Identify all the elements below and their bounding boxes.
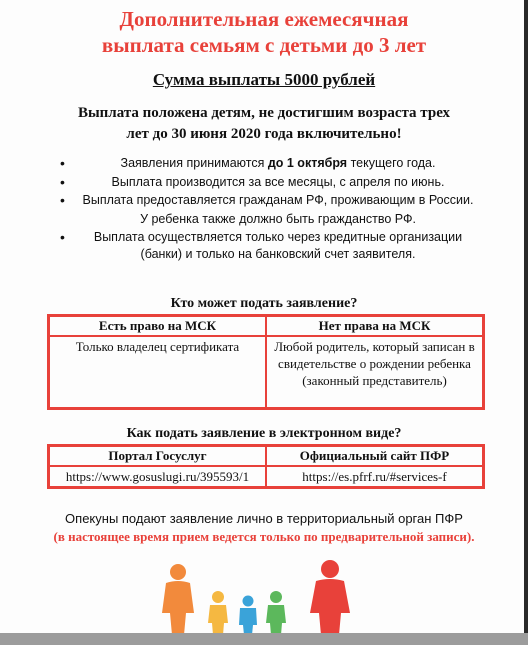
payment-amount-heading: Сумма выплаты 5000 рублей	[152, 70, 376, 89]
child-figure-3	[266, 591, 286, 635]
condition-deadline: • Заявления принимаются до 1 октября текущего года.	[60, 155, 480, 172]
who-section-title: Кто может подать заявление?	[170, 296, 358, 311]
appointment-note: (в настоящее время прием ведется только по предварительной записи).	[53, 529, 475, 544]
how-col1-header: Портал Госуслуг	[49, 446, 267, 467]
condition-child-citizenship: У ребенка также должно быть гражданство РФ.	[140, 211, 416, 226]
page-border-right	[524, 0, 528, 645]
parent-left-figure	[162, 564, 194, 635]
condition-citizenship: • Выплата предоставляется гражданам РФ, проживающим в России.	[60, 192, 480, 209]
condition-bank: • Выплата осуществляется только через кредитные организации (банки) и только на банковский счет заявителя.	[60, 229, 480, 262]
page-border-bottom	[0, 633, 528, 645]
gosuslugi-link[interactable]: https://www.gosuslugi.ru/395593/1	[49, 466, 267, 488]
who-col1-header: Есть право на МСК	[49, 316, 267, 337]
conditions-list	[60, 155, 480, 264]
document-title	[0, 6, 528, 58]
family-illustration-icon	[140, 555, 380, 635]
condition-months: • Выплата производится за все месяцы, с апреля по июнь.	[60, 174, 480, 191]
who-col2-cell: Любой родитель, который записан в свидетельстве о рождении ребенка (законный представитель)	[266, 336, 484, 408]
title-line-1: Дополнительная ежемесячная	[119, 7, 409, 31]
pfr-link[interactable]: https://es.pfrf.ru/#services-f	[266, 466, 484, 488]
how-section-title: Как подать заявление в электронном виде?	[126, 426, 402, 441]
who-col1-cell: Только владелец сертификата	[49, 336, 267, 408]
guardian-note	[40, 510, 488, 546]
how-table	[47, 444, 485, 489]
how-col2-header: Официальный сайт ПФР	[266, 446, 484, 467]
guardian-note-text: Опекуны подают заявление лично в территориальный орган ПФР	[65, 511, 463, 526]
who-table	[47, 314, 485, 410]
lead-line-1: Выплата положена детям, не достигшим возраста трех	[77, 105, 451, 121]
who-col2-header: Нет права на МСК	[266, 316, 484, 337]
child-figure-2	[239, 596, 257, 636]
eligibility-lead	[40, 103, 488, 145]
title-line-2: выплата семьям с детьми до 3 лет	[101, 33, 427, 57]
parent-right-figure	[310, 560, 350, 635]
child-figure-1	[208, 591, 228, 635]
lead-line-2: лет до 30 июня 2020 года включительно!	[126, 126, 402, 142]
